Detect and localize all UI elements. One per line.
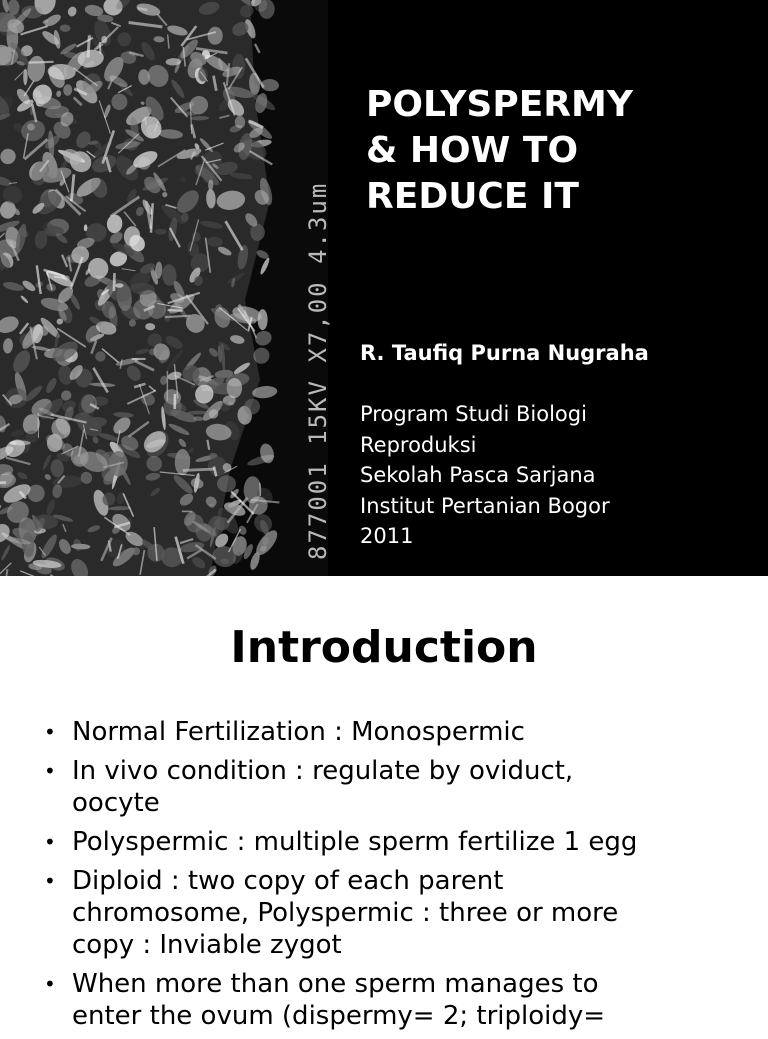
affiliation-line: 2011 bbox=[360, 521, 760, 552]
bullet-list bbox=[44, 716, 744, 1039]
bullet-item bbox=[44, 716, 744, 748]
affiliation-line: Program Studi Biologi bbox=[360, 399, 760, 430]
bullet-text-line: enter the ovum (dispermy= 2; triploidy= bbox=[72, 1000, 744, 1032]
presentation-title bbox=[366, 82, 746, 220]
bullet-item bbox=[44, 865, 744, 961]
title-line: & HOW TO bbox=[366, 128, 746, 174]
bullet-text-line: Diploid : two copy of each parent bbox=[72, 865, 744, 897]
bullet-text-line: Polyspermic : multiple sperm fertilize 1 egg bbox=[72, 826, 744, 858]
bullet-item bbox=[44, 755, 744, 819]
bullet-icon: • bbox=[44, 968, 56, 1000]
title-line: REDUCE IT bbox=[366, 174, 746, 220]
bullet-item bbox=[44, 826, 744, 858]
bullet-text-line: oocyte bbox=[72, 787, 744, 819]
slide-heading: Introduction bbox=[0, 620, 768, 676]
affiliation-block bbox=[360, 399, 760, 552]
bullet-icon: • bbox=[44, 865, 56, 897]
bullet-text-line: chromosome, Polyspermic : three or more bbox=[72, 897, 744, 929]
bullet-icon: • bbox=[44, 755, 56, 787]
bullet-icon: • bbox=[44, 826, 56, 858]
bullet-item bbox=[44, 968, 744, 1032]
introduction-slide bbox=[0, 576, 768, 1024]
micrograph-texture bbox=[0, 0, 328, 576]
sem-micrograph-image bbox=[0, 0, 328, 576]
affiliation-line: Reproduksi bbox=[360, 430, 760, 461]
bullet-text-line: copy : Inviable zygot bbox=[72, 929, 744, 961]
bullet-icon: • bbox=[44, 716, 56, 748]
micrograph-scale-caption: 877001 15KV X7,00 4.3um bbox=[304, 182, 332, 560]
bullet-text-line: In vivo condition : regulate by oviduct, bbox=[72, 755, 744, 787]
title-line: POLYSPERMY bbox=[366, 82, 746, 128]
affiliation-line: Institut Pertanian Bogor bbox=[360, 491, 760, 522]
affiliation-line: Sekolah Pasca Sarjana bbox=[360, 460, 760, 491]
author-name: R. Taufiq Purna Nugraha bbox=[360, 338, 649, 368]
bullet-text-line: When more than one sperm manages to bbox=[72, 968, 744, 1000]
bullet-text-line: Normal Fertilization : Monospermic bbox=[72, 716, 744, 748]
